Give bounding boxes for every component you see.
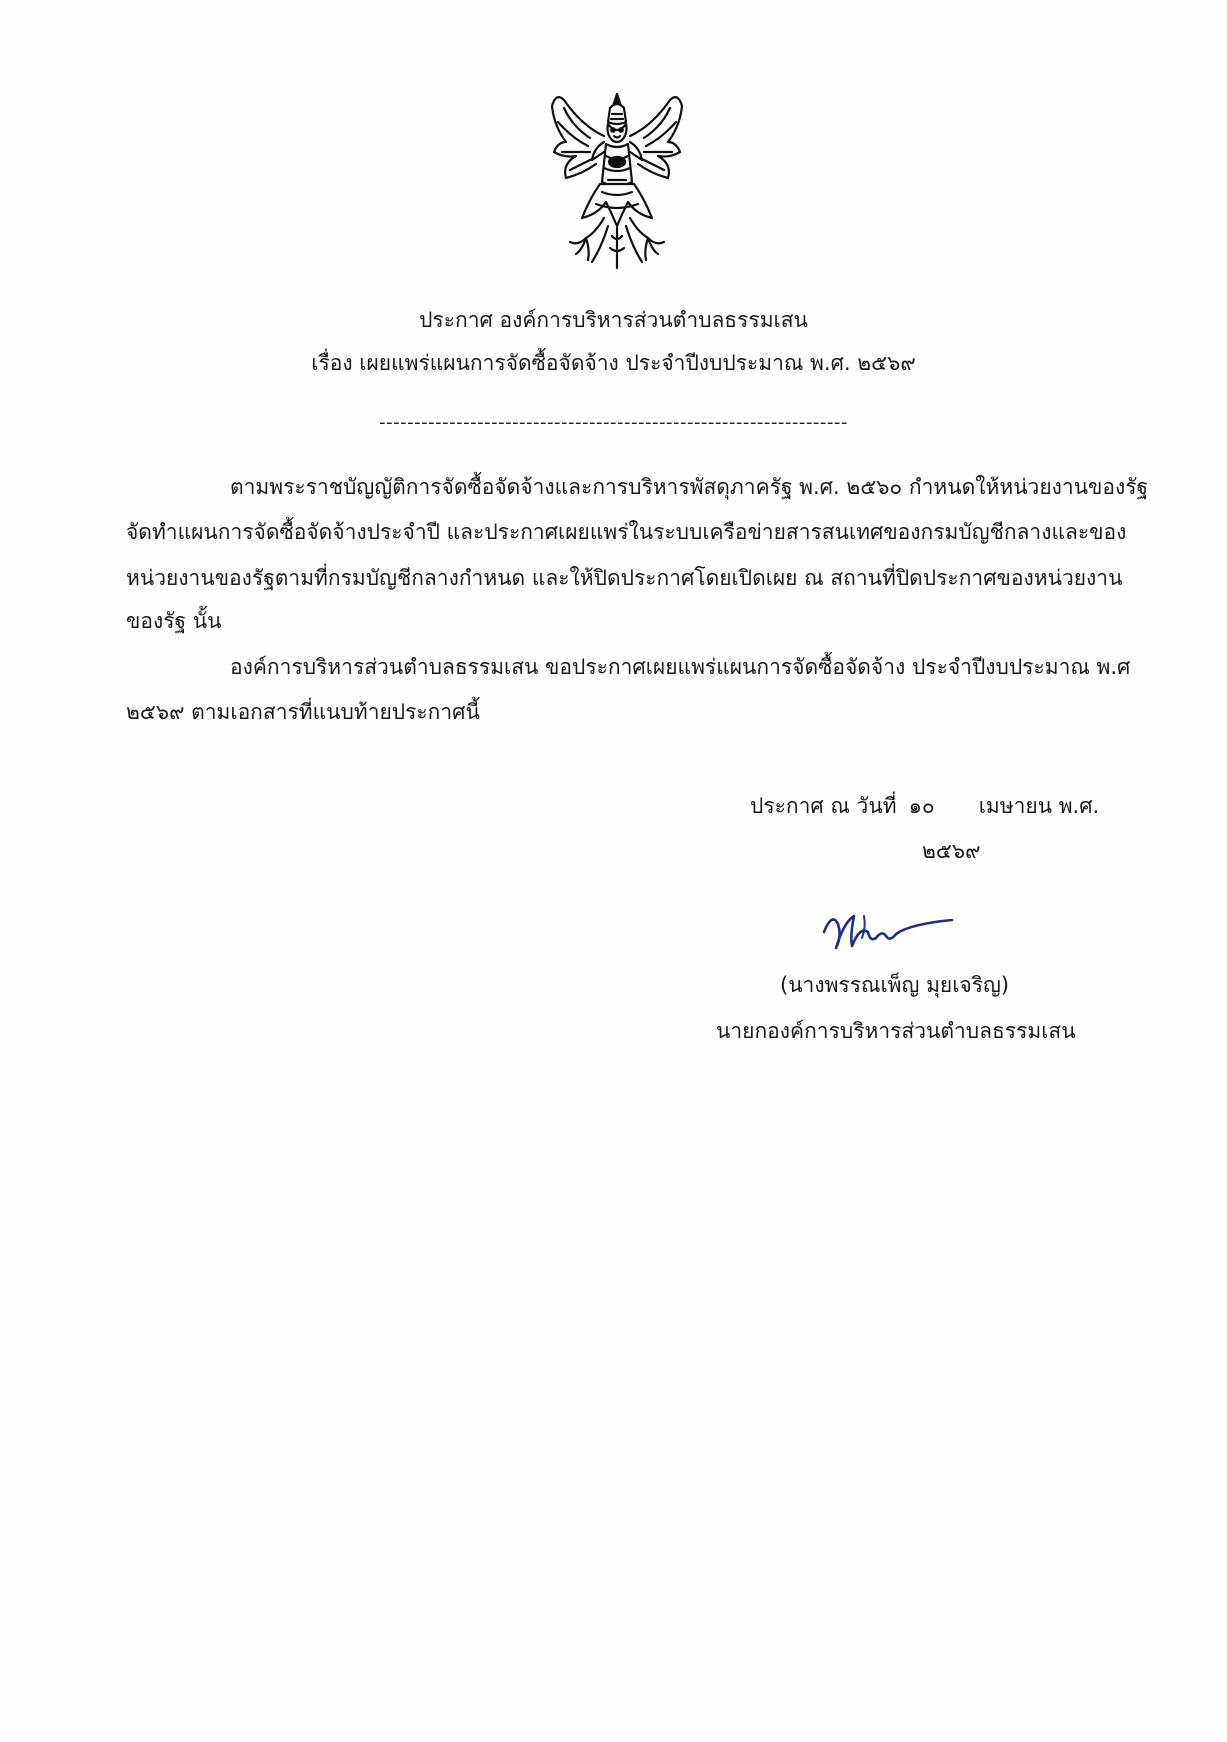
paragraph-1-line-1: ตามพระราชบัญญัติการจัดซื้อจัดจ้างและการบริหารพัสดุภาครัฐ พ.ศ. ๒๕๖๐ กำหนดให้หน่วยงานของรัฐ	[230, 475, 1149, 499]
signer-name: (นางพรรณเพ็ญ มุยเจริญ)	[780, 973, 1010, 997]
paragraph-2-line-2: ๒๕๖๙ ตามเอกสารที่แนบท้ายประกาศนี้	[126, 700, 480, 724]
handwritten-signature	[820, 902, 960, 962]
paragraph-1-line-2: จัดทำแผนการจัดซื้อจัดจ้างประจำปี และประกาศเผยแพร่ในระบบเครือข่ายสารสนเทศของกรมบัญชีกลางและของ	[126, 520, 1127, 544]
date-day: ๑๐	[908, 794, 935, 818]
paragraph-2-line-1: องค์การบริหารส่วนตำบลธรรมเสน ขอประกาศเผยแพร่แผนการจัดซื้อจัดจ้าง ประจำปีงบประมาณ พ.ศ	[230, 655, 1131, 679]
paragraph-1-line-4: ของรัฐ นั้น	[126, 609, 222, 633]
announcement-subject: เรื่อง เผยแพร่แผนการจัดซื้อจัดจ้าง ประจำปีงบประมาณ พ.ศ. ๒๕๖๙	[311, 351, 916, 375]
garuda-emblem-icon	[542, 86, 692, 276]
divider-line: -------------------------------------------------------------------	[379, 412, 848, 433]
date-year: ๒๕๖๙	[922, 839, 981, 863]
signer-position: นายกองค์การบริหารส่วนตำบลธรรมเสน	[716, 1019, 1076, 1043]
date-prefix: ประกาศ ณ วันที่	[750, 794, 897, 818]
date-month-era: เมษายน พ.ศ.	[978, 794, 1100, 818]
paragraph-1-line-3: หน่วยงานของรัฐตามที่กรมบัญชีกลางกำหนด และให้ปิดประกาศโดยเปิดเผย ณ สถานที่ปิดประกาศของหน่วยงาน	[126, 566, 1123, 590]
announcement-title: ประกาศ องค์การบริหารส่วนตำบลธรรมเสน	[419, 308, 808, 332]
announcement-date	[750, 791, 1099, 821]
